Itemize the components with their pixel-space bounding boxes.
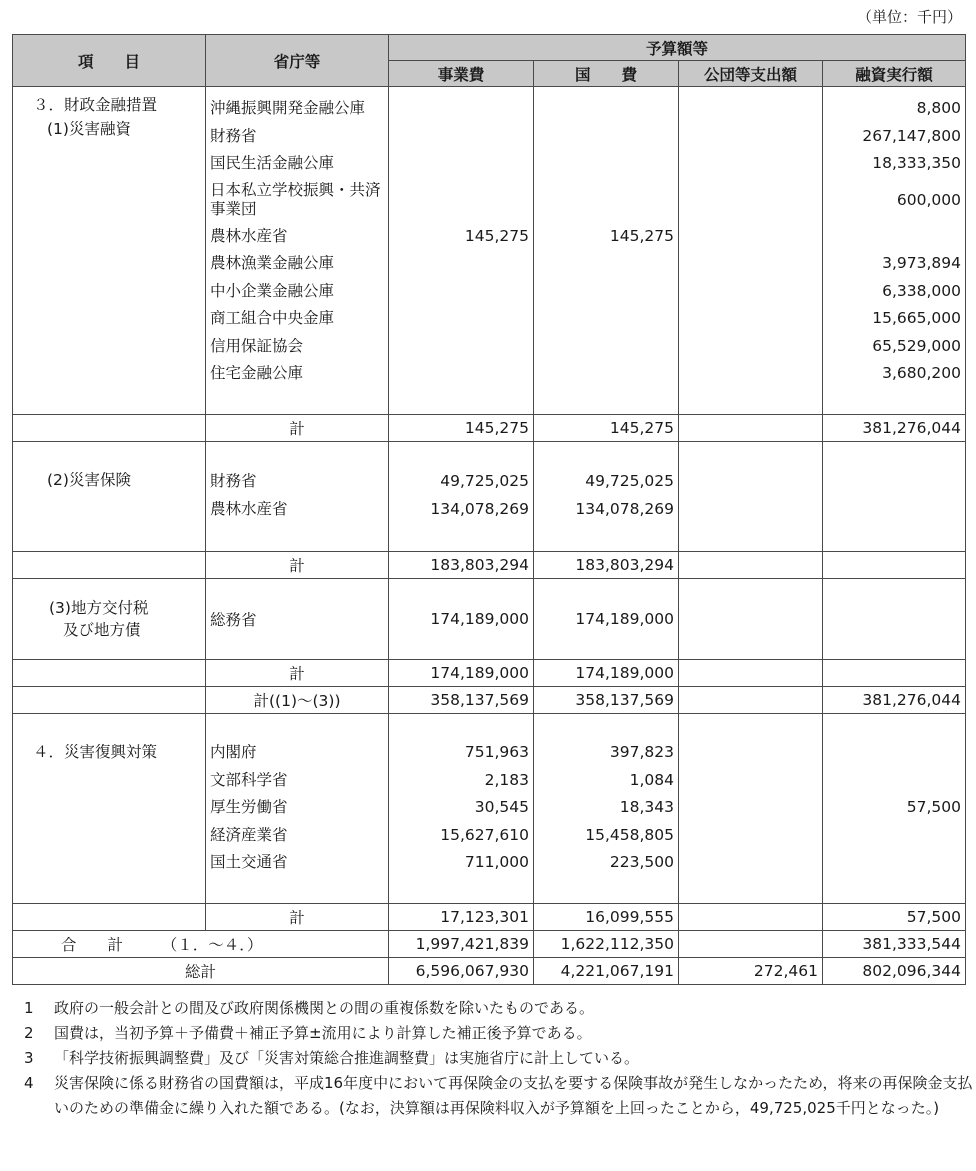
value-cell: 272,461 (679, 958, 823, 985)
footnote-text: 「科学技術振興調整費」及び「災害対策総合推進調整費」は実施省庁に計上している。 (54, 1049, 640, 1067)
value-cell: 17,123,301 (389, 904, 534, 931)
value-cell: 57,500 (906, 798, 962, 816)
section-4-label (13, 714, 206, 904)
overall-label: 総計 (13, 958, 389, 985)
value-cell (393, 95, 529, 123)
table-row (13, 87, 966, 415)
sub-1-project-cost (389, 87, 534, 415)
subtotal-label: 計 (206, 660, 389, 687)
footnote-text: 政府の一般会計との間及び政府関係機関との間の重複係数を除いたものである。 (54, 999, 595, 1017)
value-cell: 145,275 (609, 226, 674, 245)
value-cell (393, 305, 529, 333)
subtotal-row (13, 552, 966, 579)
ministry-cell: 経済産業省 (210, 825, 288, 844)
value-cell: 183,803,294 (389, 552, 534, 579)
section-4-project-cost (389, 714, 534, 904)
ministry-cell: 総務省 (206, 579, 389, 660)
section-3-title: ３．財政金融措置 (33, 96, 158, 114)
value-cell: 145,275 (464, 226, 529, 245)
value-cell: 600,000 (896, 190, 962, 209)
value-cell: 16,099,555 (534, 904, 679, 931)
value-cell (827, 822, 961, 850)
value-cell: 174,189,000 (389, 660, 534, 687)
value-cell (827, 767, 961, 795)
value-cell: 30,545 (474, 798, 529, 816)
value-cell: 267,147,800 (862, 126, 962, 145)
value-cell: 1,084 (629, 770, 674, 789)
value-cell: 711,000 (464, 853, 529, 871)
value-cell: 174,189,000 (534, 579, 679, 660)
value-cell: 381,333,544 (823, 931, 966, 958)
value-cell: 57,500 (823, 904, 966, 931)
header-item: 項 目 (13, 35, 206, 87)
value-cell (827, 849, 961, 877)
section-4-financing (823, 714, 966, 904)
footnote-number: 2 (24, 1024, 34, 1042)
value-cell: 4,221,067,191 (534, 958, 679, 985)
value-cell: 381,276,044 (823, 415, 966, 442)
sub-1-public-corp (679, 87, 823, 415)
ministry-cell: 農林水産省 (210, 499, 288, 518)
ministry-cell: 沖縄振興開発金融公庫 (210, 99, 366, 117)
section-3-total-label: 計((1)～(3)) (206, 687, 389, 714)
value-cell (538, 250, 674, 278)
subtotal-label: 計 (206, 552, 389, 579)
header-project-cost: 事業費 (389, 61, 534, 87)
value-cell (393, 360, 529, 388)
value-cell (393, 123, 529, 151)
value-cell (393, 150, 529, 178)
header-budget-group: 予算額等 (389, 35, 966, 61)
ministry-cell: 国民生活金融公庫 (210, 154, 335, 172)
value-cell: 381,276,044 (823, 687, 966, 714)
table-row (13, 579, 966, 660)
ministry-cell: 農林水産省 (210, 226, 288, 245)
value-cell (393, 178, 529, 223)
value-cell (538, 123, 674, 151)
value-cell (538, 150, 674, 178)
table-row (13, 442, 966, 552)
value-cell: 15,458,805 (585, 825, 674, 844)
sub-2-ministries (206, 442, 389, 552)
sub-3-title-line1: (3)地方交付税 (49, 599, 149, 617)
value-cell: 174,189,000 (389, 579, 534, 660)
unit-label: （単位：千円） (856, 8, 962, 26)
ministry-cell: 信用保証協会 (210, 336, 304, 355)
value-cell: 18,333,350 (872, 154, 962, 172)
ministry-cell: 日本私立学校振興・共済事業団 (210, 180, 381, 218)
header-public-corp: 公団等支出額 (679, 61, 823, 87)
value-cell: 134,078,269 (575, 499, 674, 518)
ministry-cell: 厚生労働省 (210, 798, 288, 816)
value-cell: 15,627,610 (440, 825, 529, 844)
sum-row (13, 931, 966, 958)
sub-1-ministries (206, 87, 389, 415)
value-cell: 2,183 (484, 770, 529, 789)
ministry-cell: 財務省 (210, 126, 257, 145)
value-cell: 3,973,894 (882, 254, 962, 272)
table-row (13, 714, 966, 904)
footnote-number: 3 (24, 1049, 34, 1067)
value-cell (538, 278, 674, 306)
footnote-number: 4 (24, 1074, 34, 1092)
value-cell (538, 305, 674, 333)
value-cell: 3,680,200 (882, 364, 962, 382)
value-cell: 358,137,569 (389, 687, 534, 714)
value-cell (538, 178, 674, 223)
sub-2-project-cost (389, 442, 534, 552)
value-cell (393, 278, 529, 306)
footnote-text: 災害保険に係る財務省の国費額は，平成16年度中において再保険金の支払を要する保険事故が発生しなかったため，将来の再保険金支払いのための準備金に繰り入れた額である。(なお，決算額は再保険料収入が予算額を上回ったことから，49,725,025千円となった。) (54, 1074, 973, 1117)
budget-table (12, 34, 966, 985)
value-cell: 397,823 (609, 743, 674, 761)
sub-1-label: (1)災害融資 (47, 120, 131, 138)
value-cell: 134,078,269 (430, 499, 529, 518)
value-cell: 358,137,569 (534, 687, 679, 714)
value-cell (538, 360, 674, 388)
value-cell: 751,963 (464, 743, 529, 761)
section-4-title: ４．災害復興対策 (33, 743, 158, 761)
subtotal-row (13, 415, 966, 442)
header-financing: 融資実行額 (823, 61, 966, 87)
ministry-cell: 国土交通省 (210, 853, 288, 871)
value-cell: 49,725,025 (440, 472, 529, 490)
value-cell: 49,725,025 (585, 472, 674, 490)
subtotal-row (13, 904, 966, 931)
footnote (24, 1071, 974, 1121)
section-3-total-row (13, 687, 966, 714)
value-cell (538, 95, 674, 123)
sub-2-label (13, 442, 206, 552)
value-cell: 15,665,000 (872, 309, 962, 327)
ministry-cell: 財務省 (210, 472, 257, 490)
sub-2-title: (2)災害保険 (47, 471, 131, 489)
sub-1-financing (823, 87, 966, 415)
section-4-national-cost (534, 714, 679, 904)
footnotes (24, 996, 974, 1121)
ministry-cell: 農林漁業金融公庫 (210, 254, 335, 272)
value-cell: 183,803,294 (534, 552, 679, 579)
sub-3-label (13, 579, 206, 660)
sub-3-title-line2: 及び地方債 (63, 621, 141, 639)
value-cell: 174,189,000 (534, 660, 679, 687)
section-3-label (13, 87, 206, 415)
value-cell (538, 333, 674, 361)
subtotal-row (13, 660, 966, 687)
subtotal-label: 計 (206, 904, 389, 931)
value-cell: 18,343 (619, 798, 674, 816)
header-national-cost: 国 費 (534, 61, 679, 87)
value-cell: 145,275 (534, 415, 679, 442)
section-4-ministries (206, 714, 389, 904)
value-cell (393, 250, 529, 278)
header-ministry: 省庁等 (206, 35, 389, 87)
ministry-cell: 住宅金融公庫 (210, 364, 304, 382)
footnote (24, 1021, 974, 1046)
value-cell: 1,997,421,839 (389, 931, 534, 958)
subtotal-label: 計 (206, 415, 389, 442)
sub-2-national-cost (534, 442, 679, 552)
sum-label: 合 計 （１．～４．） (13, 931, 389, 958)
value-cell: 6,596,067,930 (389, 958, 534, 985)
value-cell: 802,096,344 (823, 958, 966, 985)
footnote-text: 国費は，当初予算＋予備費＋補正予算±流用により計算した補正後予算である。 (54, 1024, 592, 1042)
ministry-cell: 内閣府 (210, 743, 257, 761)
value-cell (393, 333, 529, 361)
value-cell: 6,338,000 (882, 281, 962, 300)
value-cell: 1,622,112,350 (534, 931, 679, 958)
value-cell: 145,275 (389, 415, 534, 442)
value-cell: 65,529,000 (872, 336, 962, 355)
footnote-number: 1 (24, 999, 34, 1017)
overall-row (13, 958, 966, 985)
ministry-cell: 中小企業金融公庫 (210, 281, 335, 300)
ministry-cell: 商工組合中央金庫 (210, 309, 335, 327)
value-cell (827, 223, 961, 251)
value-cell (827, 739, 961, 767)
value-cell: 223,500 (609, 853, 674, 871)
footnote (24, 996, 974, 1021)
sub-1-national-cost (534, 87, 679, 415)
value-cell: 8,800 (916, 99, 962, 117)
ministry-cell: 文部科学省 (210, 770, 288, 789)
footnote (24, 1046, 974, 1071)
